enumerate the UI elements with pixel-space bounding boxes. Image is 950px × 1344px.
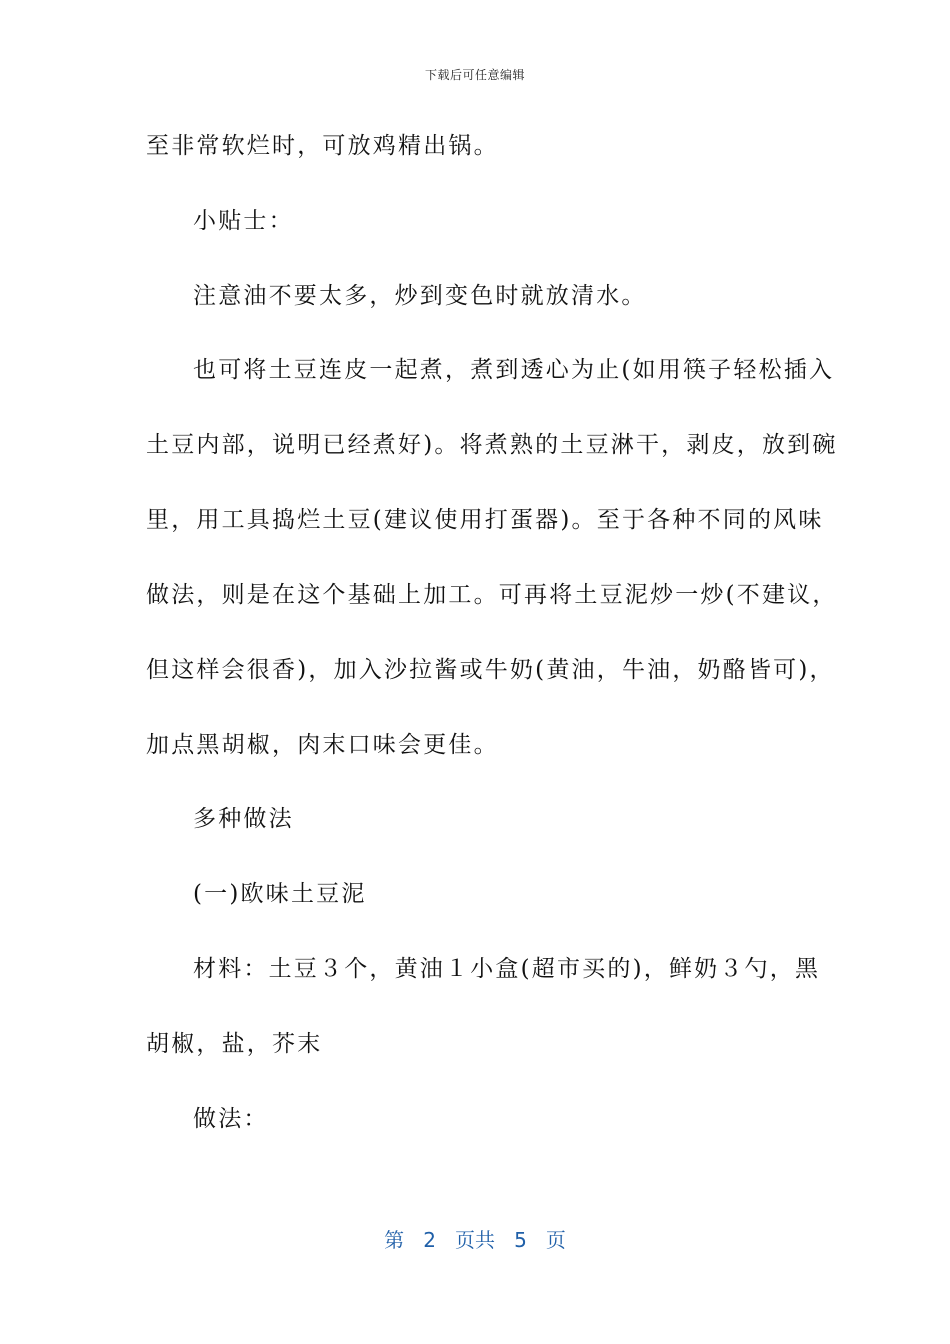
text-line: 加点黑胡椒，肉末口味会更佳。 [146, 732, 499, 758]
text-line: 注意油不要太多，炒到变色时就放清水。 [193, 283, 647, 309]
page-header: 下载后可任意编辑 [424, 68, 525, 82]
text-line: 做法，则是在这个基础上加工。可再将土豆泥炒一炒(不建议， [146, 582, 838, 608]
current-page-number: 2 [423, 1228, 436, 1252]
subsection-heading: (一)欧味土豆泥 [193, 881, 367, 907]
text-line: 胡椒，盐，芥末 [146, 1031, 323, 1057]
footer-middle: 页共 [455, 1228, 495, 1252]
footer-suffix: 页 [545, 1228, 566, 1252]
text-line: 材料：土豆３个，黄油１小盒(超市买的)，鲜奶３勺，黑 [193, 956, 821, 982]
page-footer [0, 1224, 950, 1253]
total-page-count: 5 [514, 1228, 527, 1252]
footer-prefix: 第 [384, 1228, 405, 1252]
section-heading: 多种做法 [193, 806, 294, 832]
text-line: 土豆内部，说明已经煮好)。将煮熟的土豆淋干，剥皮，放到碗 [146, 432, 838, 458]
text-line: 但这样会很香)，加入沙拉酱或牛奶(黄油，牛油，奶酪皆可)， [146, 657, 835, 683]
text-line: 小贴士： [193, 208, 294, 234]
text-line: 也可将土豆连皮一起煮，煮到透心为止(如用筷子轻松插入 [193, 357, 835, 383]
text-line: 至非常软烂时，可放鸡精出锅。 [146, 133, 499, 159]
text-line: 里，用工具捣烂土豆(建议使用打蛋器)。至于各种不同的风味 [146, 507, 824, 533]
text-line: 做法： [193, 1106, 269, 1132]
